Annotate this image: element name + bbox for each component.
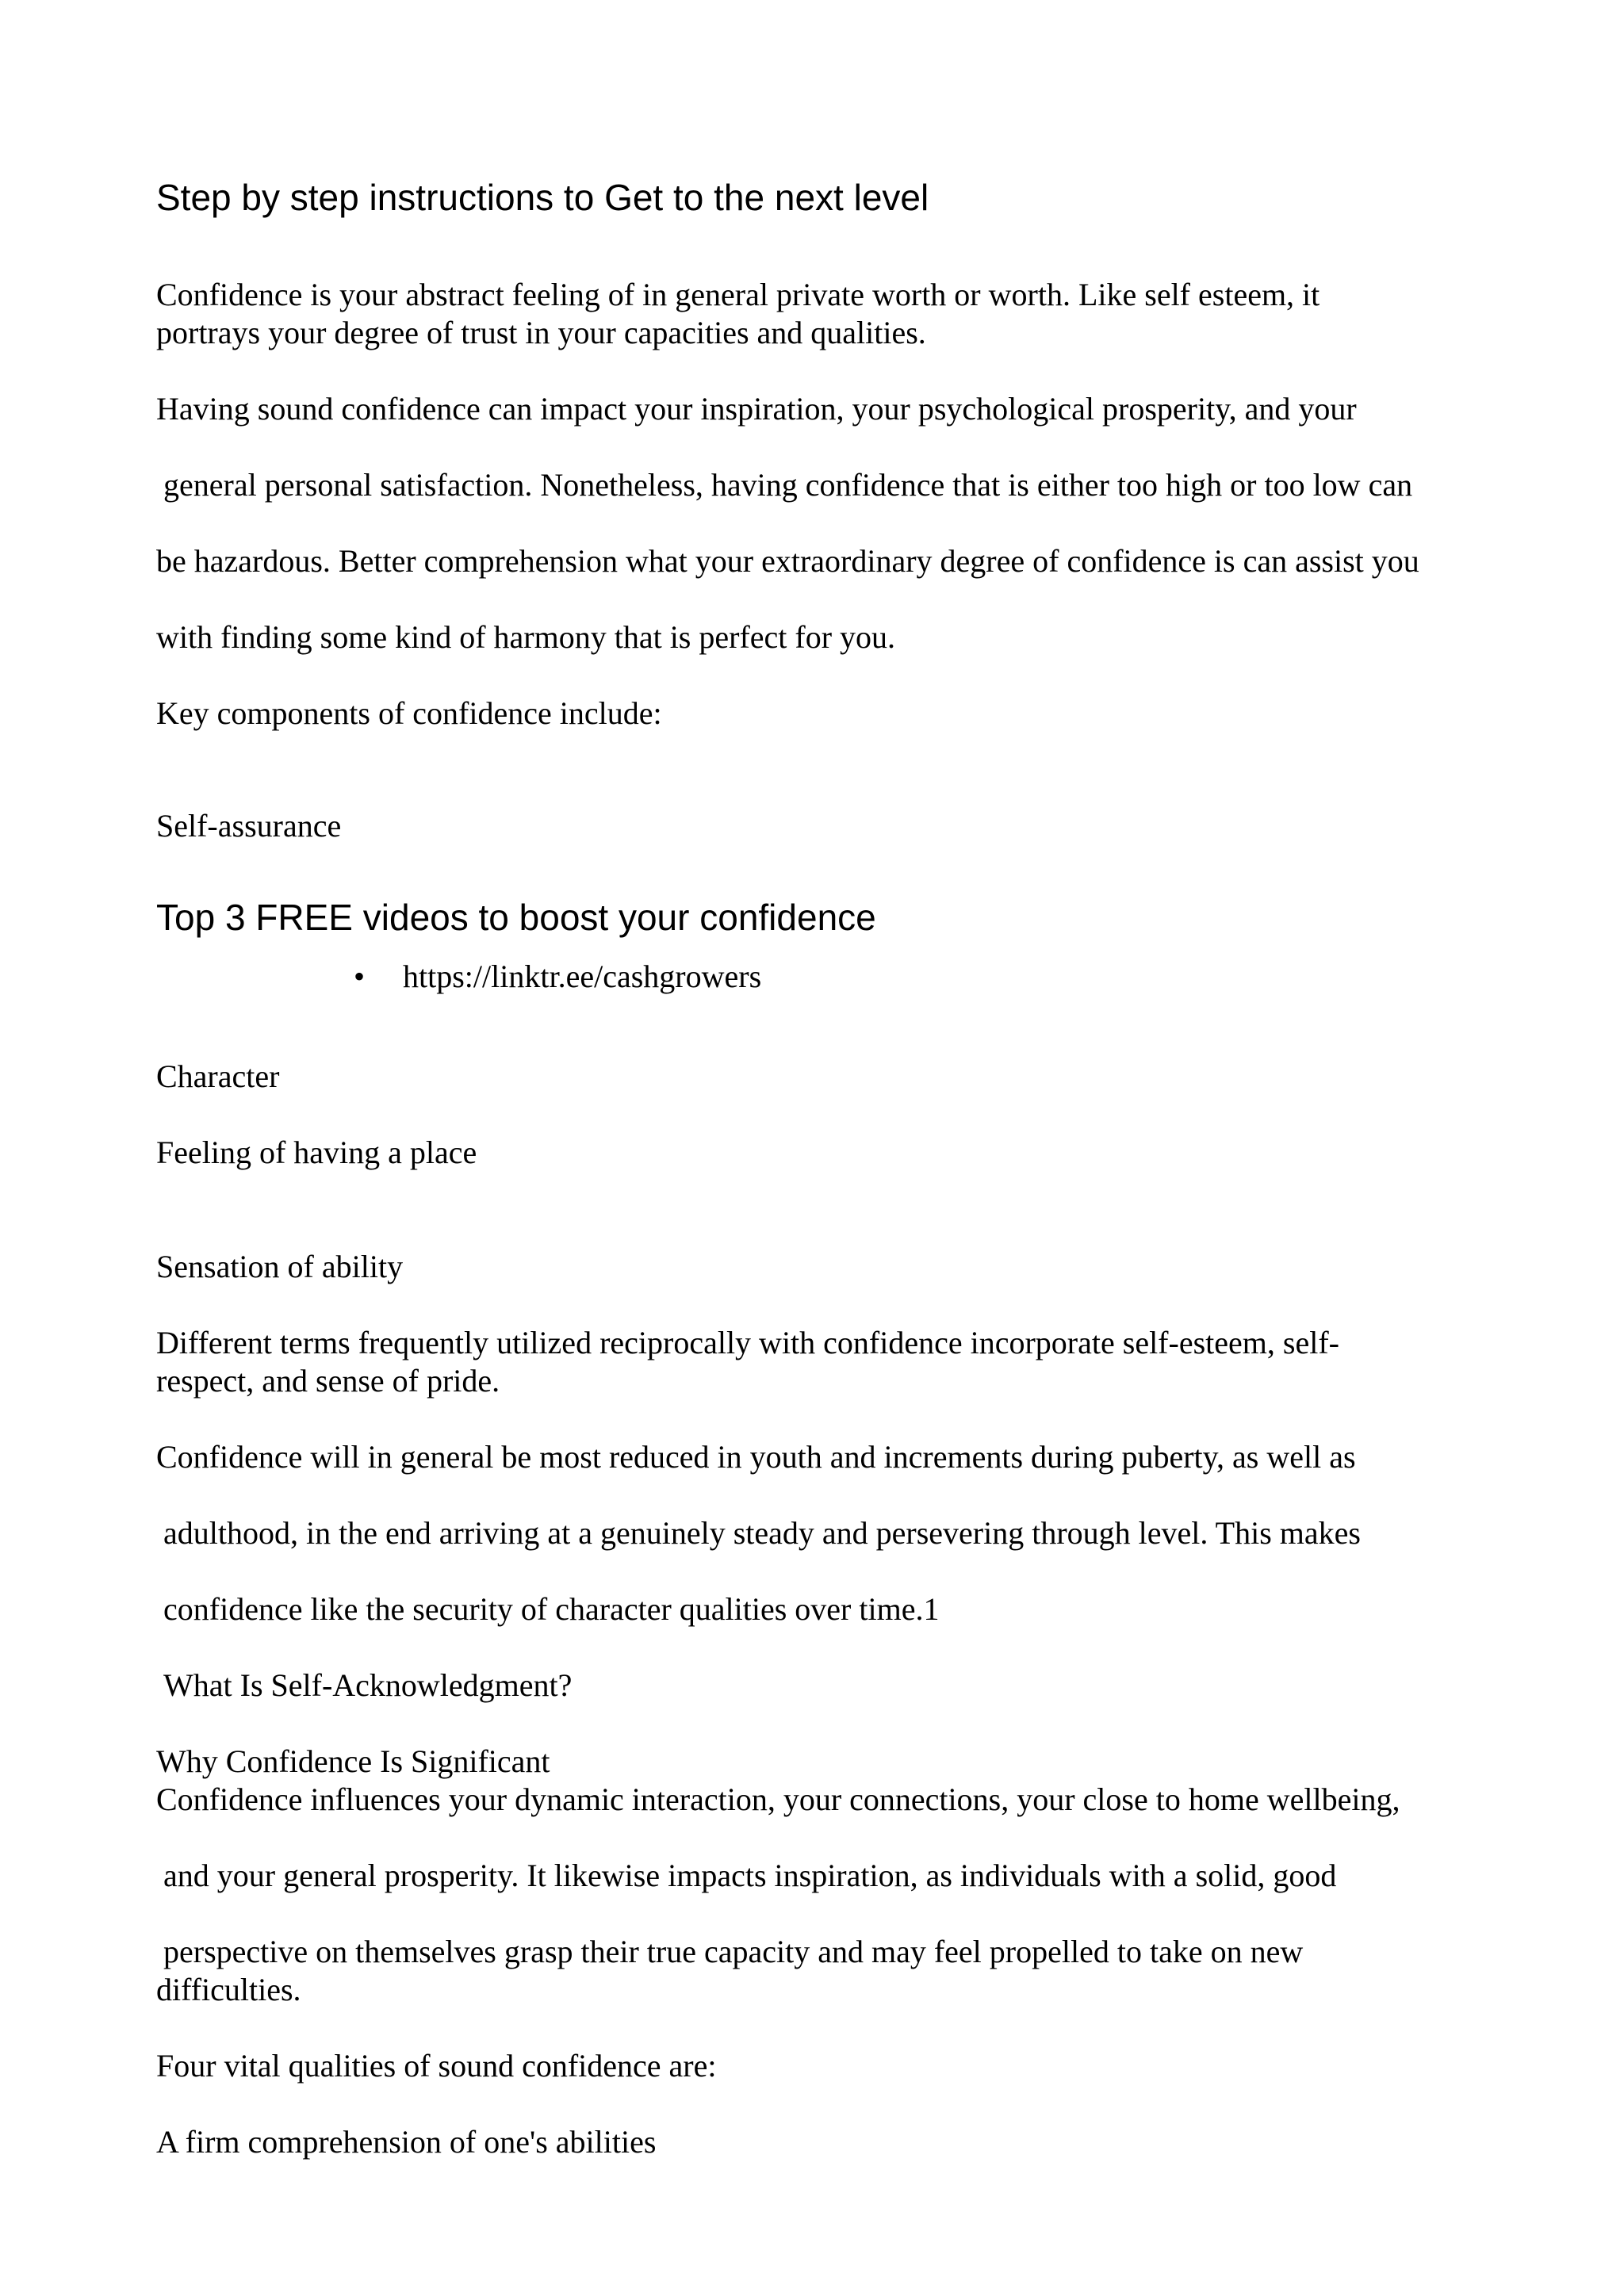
paragraph-line: with finding some kind of harmony that is perfect for you. (156, 619, 896, 655)
paragraph-line: Confidence is your abstract feeling of in general private worth or worth. Like self esteem, it (156, 277, 1320, 312)
paragraph-line: portrays your degree of trust in your capacities and qualities. (156, 315, 926, 350)
paragraph-line: perspective on themselves grasp their true capacity and may feel propelled to take on new (163, 1934, 1304, 1969)
paragraph-line: adulthood, in the end arriving at a genuinely steady and persevering through level. This makes (163, 1515, 1361, 1551)
list-item: Feeling of having a place (156, 1135, 477, 1170)
section-heading: Top 3 FREE videos to boost your confidence (156, 897, 876, 938)
page-heading: Step by step instructions to Get to the next level (156, 177, 929, 218)
paragraph-line: and your general prosperity. It likewise impacts inspiration, as individuals with a solid, good (163, 1858, 1337, 1893)
paragraph-line: Confidence will in general be most reduced in youth and increments during puberty, as well as (156, 1439, 1356, 1475)
paragraph-line: be hazardous. Better comprehension what your extraordinary degree of confidence is can assist you (156, 543, 1419, 579)
paragraph-text: What Is Self-Acknowledgment? (163, 1667, 573, 1703)
paragraph-text: Four vital qualities of sound confidence are: (156, 2048, 717, 2084)
paragraph-line: difficulties. (156, 1972, 301, 2007)
paragraph-line: general personal satisfaction. Nonetheless, having confidence that is either too high or too low can (163, 467, 1413, 503)
link-text[interactable]: https://linktr.ee/cashgrowers (403, 959, 762, 994)
paragraph-line: respect, and sense of pride. (156, 1363, 500, 1399)
list-item: A firm comprehension of one's abilities (156, 2124, 657, 2160)
list-item: Sensation of ability (156, 1249, 404, 1284)
subheading: Why Confidence Is Significant (156, 1743, 550, 1779)
list-item: Character (156, 1058, 280, 1094)
paragraph-line: Different terms frequently utilized reciprocally with confidence incorporate self-esteem, self- (156, 1325, 1339, 1360)
bullet-icon: • (354, 959, 366, 994)
paragraph-line: confidence like the security of character qualities over time.1 (163, 1591, 940, 1627)
paragraph-line: Confidence influences your dynamic interaction, your connections, your close to home wellbeing, (156, 1781, 1400, 1817)
paragraph-text: Key components of confidence include: (156, 695, 662, 731)
paragraph-line: Having sound confidence can impact your inspiration, your psychological prosperity, and your (156, 391, 1357, 427)
list-item: Self-assurance (156, 808, 342, 844)
